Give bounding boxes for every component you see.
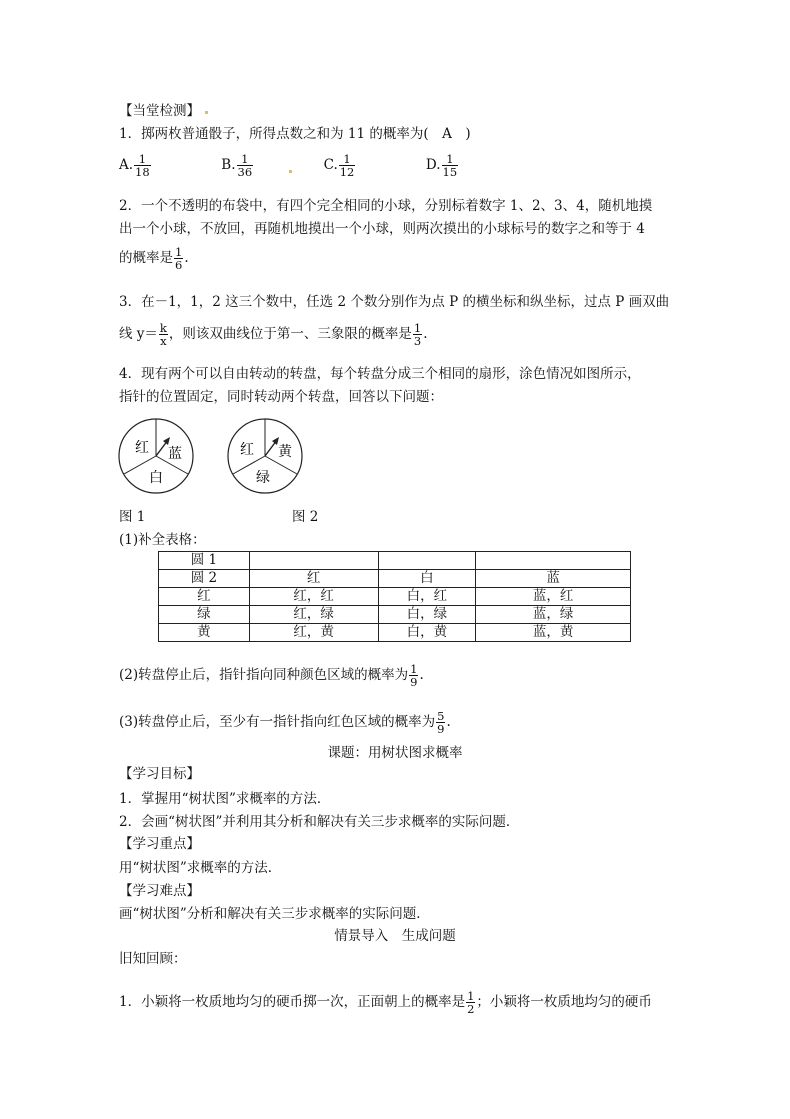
fraction: $\frac{1}{12}$ bbox=[339, 152, 355, 179]
spinner-1-sector-red: 红 bbox=[135, 440, 149, 456]
table-cell: 圆 1 bbox=[159, 552, 250, 570]
key-points-text: 用“树状图”求概率的方法． bbox=[119, 860, 282, 876]
goals-heading: 【学习目标】 bbox=[119, 766, 200, 782]
table-cell: 蓝，绿 bbox=[476, 606, 631, 624]
key-points-heading: 【学习重点】 bbox=[119, 836, 200, 852]
q1-option-d bbox=[426, 153, 524, 178]
table-row bbox=[159, 606, 631, 624]
q4-line2: 指针的位置固定，同时转动两个转盘，回答以下问题： bbox=[119, 389, 443, 405]
fraction: $\frac{1}{36}$ bbox=[237, 152, 253, 179]
lesson-title: 课题：用树状图求概率 bbox=[327, 745, 463, 761]
figure-1-caption: 图 1 bbox=[119, 509, 146, 525]
table-cell: 黄 bbox=[159, 624, 250, 642]
spinner-figure-2 bbox=[225, 416, 315, 498]
table-cell: 蓝，黄 bbox=[476, 624, 631, 642]
table-cell: 红，黄 bbox=[249, 624, 378, 642]
goal-1: 1．掌握用“树状图”求概率的方法． bbox=[119, 791, 331, 807]
q3-line1: 3．在－1，1，2 这三个数中，任选 2 个数分别作为点 P 的横坐标和纵坐标，过点 P 画双曲 bbox=[119, 294, 670, 310]
option-label: C. bbox=[323, 157, 338, 173]
table-header-row-1 bbox=[159, 552, 631, 570]
q2-line3: 的概率是 $\frac{1}{6}$ . bbox=[119, 245, 189, 272]
fraction: $\frac{1}{15}$ bbox=[442, 152, 458, 179]
table-cell: 白，红 bbox=[378, 588, 476, 606]
table-cell: 绿 bbox=[159, 606, 250, 624]
intro-title: 情景导入 生成问题 bbox=[334, 928, 456, 944]
table-row bbox=[159, 624, 631, 642]
table-cell: 蓝 bbox=[476, 570, 631, 588]
q2-line1: 2．一个不透明的布袋中，有四个完全相同的小球，分别标着数字 1、2、3、4，随机地摸 bbox=[119, 198, 653, 214]
table-cell: 蓝，红 bbox=[476, 588, 631, 606]
table-cell: 红 bbox=[159, 588, 250, 606]
spinner-2-sector-green: 绿 bbox=[256, 470, 270, 486]
table-cell bbox=[476, 552, 631, 570]
q4-part3: (3)转盘停止后，至少有一指针指向红色区域的概率为 $\frac{5}{9}$ . bbox=[119, 709, 451, 736]
fraction: $\frac{1}{18}$ bbox=[135, 152, 150, 179]
table-cell: 圆 2 bbox=[159, 570, 250, 588]
table-header-row-2 bbox=[159, 570, 631, 588]
goal-2: 2．会画“树状图”并利用其分析和解决有关三步求概率的实际问题． bbox=[119, 814, 520, 830]
stray-dot bbox=[205, 111, 208, 114]
section-heading-check: 【当堂检测】 bbox=[119, 103, 200, 119]
q2-line2: 出一个小球，不放回，再随机地摸出一个小球，则两次摸出的小球标号的数字之和等于 4 bbox=[119, 221, 645, 237]
table-cell: 白 bbox=[378, 570, 476, 588]
option-label: D. bbox=[425, 157, 441, 173]
spinner-1-sector-blue: 蓝 bbox=[168, 446, 182, 462]
table-cell: 白，黄 bbox=[378, 624, 476, 642]
difficulty-text: 画“树状图”分析和解决有关三步求概率的实际问题． bbox=[119, 906, 430, 922]
review-q1-fraction: $\frac{1}{2}$ bbox=[467, 989, 475, 1016]
q3-function-fraction: $\frac{k}{x}$ bbox=[159, 321, 167, 348]
q4-part2-fraction: $\frac{1}{9}$ bbox=[410, 662, 418, 689]
q3-line2: 线 y＝ $\frac{k}{x}$ ，则该双曲线位于第一、三象限的概率是 $\frac{1}{3}$ . bbox=[119, 321, 428, 348]
q4-part1: (1)补全表格： bbox=[119, 532, 206, 548]
q1-option-a bbox=[119, 153, 217, 178]
q1-text: 1．掷两枚普通骰子，所得点数之和为 11 的概率为( A ) bbox=[119, 126, 471, 142]
q4-part2: (2)转盘停止后，指针指向同种颜色区域的概率为 $\frac{1}{9}$ . bbox=[119, 662, 424, 689]
table-cell: 白，绿 bbox=[378, 606, 476, 624]
review-heading: 旧知回顾： bbox=[119, 951, 187, 967]
q2-answer-prefix: 的概率是 bbox=[119, 250, 173, 266]
figure-2-caption: 图 2 bbox=[292, 509, 319, 525]
table-cell: 红 bbox=[249, 570, 378, 588]
table-cell: 红，红 bbox=[249, 588, 378, 606]
q4-line1: 4．现有两个可以自由转动的转盘，每个转盘分成三个相同的扇形，涂色情况如图所示， bbox=[119, 366, 641, 382]
q1-option-b bbox=[221, 153, 319, 178]
q3-answer-fraction: $\frac{1}{3}$ bbox=[413, 321, 422, 348]
spinner-2-sector-yellow: 黄 bbox=[278, 444, 292, 460]
spinner-2-sector-red: 红 bbox=[240, 442, 254, 458]
outcome-table bbox=[158, 551, 631, 642]
difficulty-heading: 【学习难点】 bbox=[119, 883, 200, 899]
stray-dot bbox=[289, 170, 292, 173]
option-label: A. bbox=[119, 157, 134, 173]
q2-answer-fraction: $\frac{1}{6}$ bbox=[175, 245, 183, 272]
table-cell bbox=[378, 552, 476, 570]
option-label: B. bbox=[221, 157, 236, 173]
q1-option-c bbox=[324, 153, 422, 178]
table-row bbox=[159, 588, 631, 606]
table-cell bbox=[249, 552, 378, 570]
q4-part3-fraction: $\frac{5}{9}$ bbox=[437, 709, 445, 736]
spinner-1-sector-white: 白 bbox=[149, 470, 163, 486]
table-cell: 红，绿 bbox=[249, 606, 378, 624]
review-q1: 1．小颖将一枚质地均匀的硬币掷一次，正面朝上的概率是 $\frac{1}{2}$ ；小颖将一枚质地均匀的硬币 bbox=[119, 989, 652, 1016]
q1-options bbox=[119, 153, 524, 178]
